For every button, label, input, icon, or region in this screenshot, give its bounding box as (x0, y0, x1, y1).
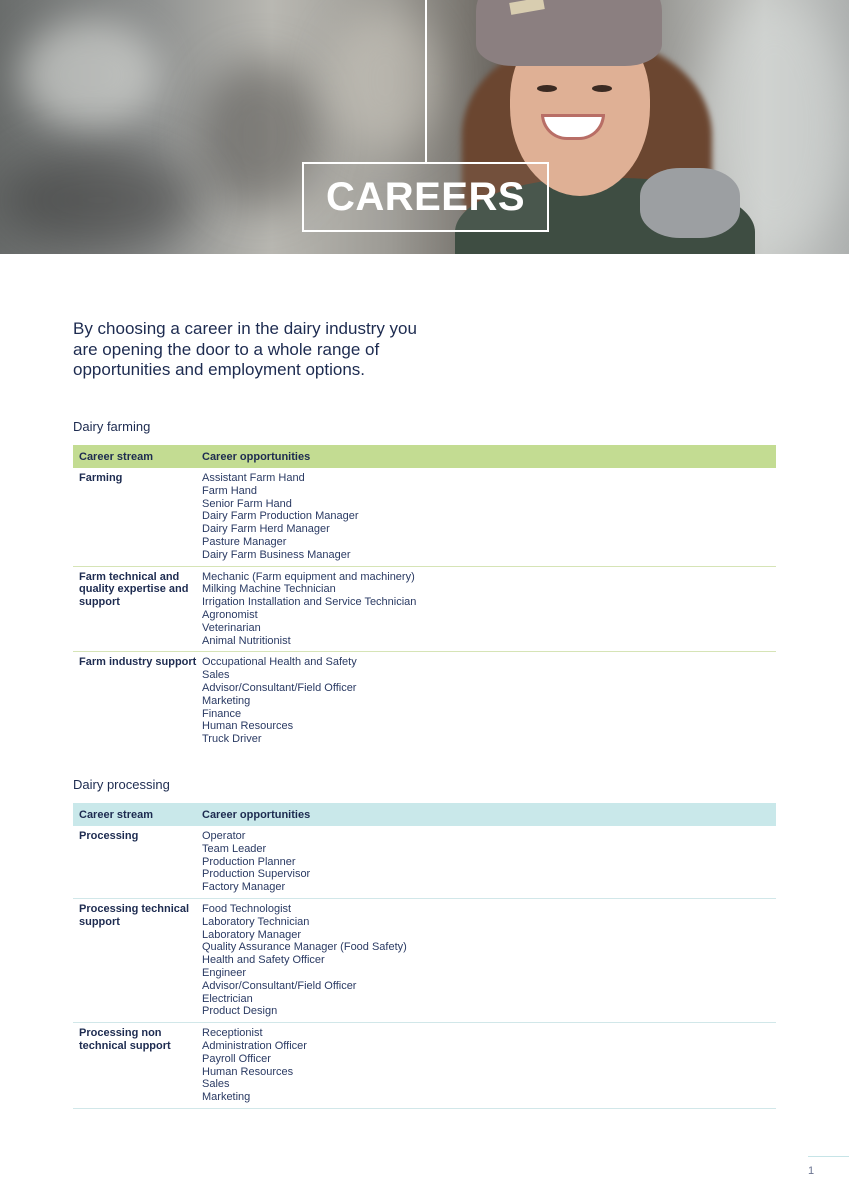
table-row (73, 1022, 776, 1109)
career-opportunities-cell (202, 656, 776, 746)
career-opportunity-item: Assistant Farm Hand (202, 472, 305, 484)
career-opportunity-item: Truck Driver (202, 733, 262, 746)
background-blur (0, 150, 200, 250)
dairy-farming-section (73, 418, 776, 750)
career-opportunity-item: Health and Safety Officer (202, 954, 325, 967)
career-opportunity-item: Food Technologist (202, 902, 292, 915)
career-opportunity-item: Production Planner (202, 855, 296, 868)
career-opportunity-item: Product Design (202, 1005, 278, 1018)
career-opportunity-item: Human Resources (202, 720, 294, 733)
career-opportunities-cell (202, 472, 776, 562)
career-opportunity-item: Occupational Health and Safety (202, 656, 357, 669)
career-opportunity-item: Dairy Farm Herd Manager (202, 523, 330, 536)
career-opportunity-item: Marketing (202, 694, 251, 707)
career-stream-cell: Processing non technical support (79, 1027, 171, 1052)
photo-eye (592, 85, 612, 92)
career-opportunity-item: Payroll Officer (202, 1052, 271, 1065)
career-opportunity-item: Operator (202, 830, 246, 842)
career-opportunity-item: Receptionist (202, 1027, 263, 1040)
background-blur (20, 20, 160, 130)
intro-paragraph: By choosing a career in the dairy industry you are opening the door to a whole range of opportunities and employment options. (73, 319, 417, 379)
career-opportunity-item: Electrician (202, 992, 253, 1005)
table-row (73, 898, 776, 1022)
career-opportunity-item: Sales (202, 1078, 230, 1091)
title-connector-line (425, 0, 427, 162)
career-opportunity-item: Laboratory Manager (202, 928, 302, 941)
career-opportunities-cell (202, 903, 776, 1018)
career-opportunity-item: Irrigation Installation and Service Technician (202, 596, 417, 609)
career-opportunity-item: Advisor/Consultant/Field Officer (202, 681, 357, 694)
dairy-processing-section (73, 776, 776, 1109)
header-career-stream: Career stream (79, 808, 153, 821)
table-row (73, 468, 776, 566)
career-opportunity-item: Marketing (202, 1091, 251, 1104)
career-opportunity-item: Mechanic (Farm equipment and machinery) (202, 570, 415, 583)
table-header (73, 803, 776, 826)
career-stream-cell: Farm industry support (79, 656, 197, 669)
career-opportunity-item: Administration Officer (202, 1039, 307, 1052)
page-number: 1 (808, 1165, 815, 1177)
table-header (73, 445, 776, 468)
career-opportunity-item: Engineer (202, 966, 247, 979)
hero-banner (0, 0, 849, 254)
career-opportunity-item: Human Resources (202, 1065, 294, 1078)
header-career-opportunities: Career opportunities (202, 450, 311, 463)
career-opportunity-item: Farm Hand (202, 484, 258, 497)
career-opportunity-item: Quality Assurance Manager (Food Safety) (202, 941, 407, 954)
career-opportunities-cell (202, 571, 776, 648)
photo-beanie (476, 0, 662, 66)
career-opportunity-item: Agronomist (202, 608, 258, 621)
career-opportunity-item: Advisor/Consultant/Field Officer (202, 979, 357, 992)
section-title: Dairy farming (73, 419, 151, 434)
photo-eye (537, 85, 557, 92)
table-body (73, 826, 776, 1109)
career-opportunity-item: Factory Manager (202, 881, 286, 894)
table-body (73, 468, 776, 750)
career-opportunity-item: Pasture Manager (202, 535, 287, 548)
table-row (73, 651, 776, 750)
table-row (73, 566, 776, 652)
career-opportunity-item: Sales (202, 669, 230, 682)
career-opportunity-item: Milking Machine Technician (202, 583, 336, 596)
section-title: Dairy processing (73, 777, 170, 792)
career-stream-cell: Farming (79, 472, 123, 484)
career-opportunity-item: Dairy Farm Production Manager (202, 510, 359, 523)
page-number-rule (808, 1156, 849, 1157)
career-opportunity-item: Dairy Farm Business Manager (202, 548, 351, 561)
career-stream-cell: Processing technical support (79, 902, 190, 928)
header-career-opportunities: Career opportunities (202, 808, 311, 821)
career-opportunity-item: Senior Farm Hand (202, 497, 292, 510)
career-opportunity-item: Animal Nutritionist (202, 634, 291, 647)
career-stream-cell: Farm technical and quality expertise and support (79, 570, 189, 609)
photo-hood (640, 168, 740, 238)
career-opportunity-item: Team Leader (202, 842, 267, 855)
career-opportunity-item: Finance (202, 707, 242, 720)
career-stream-cell: Processing (79, 830, 139, 842)
page-title: CAREERS (302, 162, 549, 232)
career-opportunities-cell (202, 1027, 776, 1104)
table-row (73, 826, 776, 898)
header-career-stream: Career stream (79, 450, 153, 463)
background-blur (330, 10, 440, 150)
career-opportunities-cell (202, 830, 776, 894)
career-opportunity-item: Production Supervisor (202, 868, 311, 881)
career-opportunity-item: Laboratory Technician (202, 915, 310, 928)
career-opportunity-item: Veterinarian (202, 621, 261, 634)
